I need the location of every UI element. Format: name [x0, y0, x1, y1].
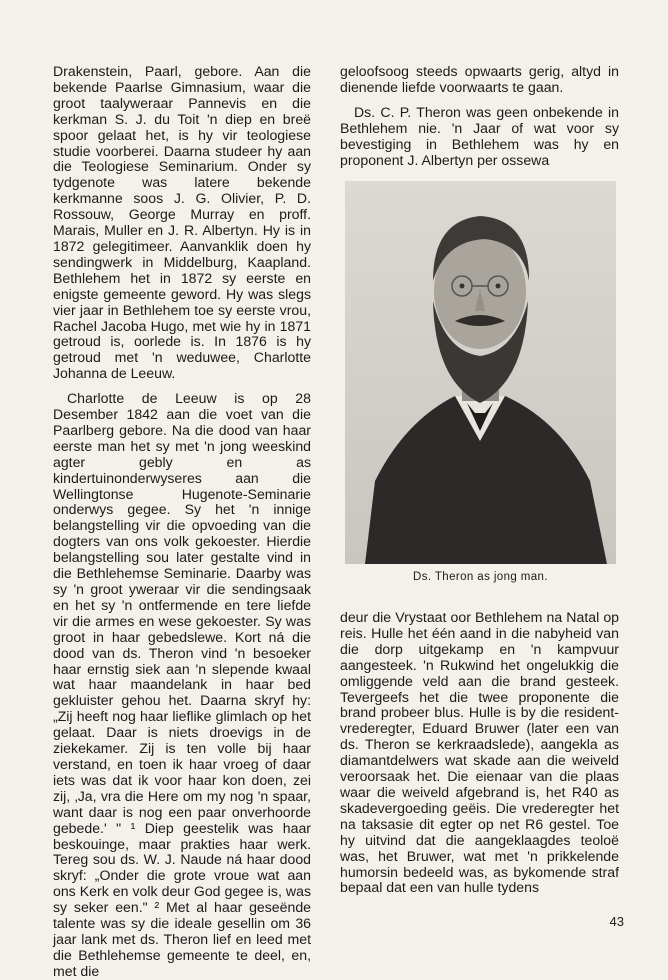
page-number: 43 — [609, 914, 624, 929]
portrait-image — [345, 181, 616, 564]
left-text-column — [53, 64, 311, 980]
paragraph: deur die Vrystaat oor Bethlehem na Natal op reis. Hulle het één aand in die nabyheid van die dorp uitgekamp en 'n kampvuur aangesteek. 'n Rukwind het ongelukkig die omliggende veld aan die brand gesteek. Tevergeefs het die twee proponente die brand probeer blus. Hulle is by die resident-vrederegter, Eduard Bruwer (later een van ds. Theron se kerkraadslede), aangekla as diamantdelwers wat skade aan die weiveld veroorsaak het. Die eienaar van die plaas waar die weiveld afgebrand is, het R40 as skadevergoeding geëis. Die vrederegter het na taksasie dit egter op net R6 gestel. Toe hy uitvind dat die aangeklaagdes teoloë was, het Bruwer, wat met 'n prikkelende humorsin bedeeld was, as bykomende straf bepaal dat een van hulle tydens — [340, 609, 619, 896]
paragraph: Ds. C. P. Theron was geen onbekende in Bethlehem nie. 'n Jaar of wat voor sy bevestiging in Bethlehem was hy en proponent J. Albertyn per ossewa — [340, 103, 619, 168]
paragraph: Drakenstein, Paarl, gebore. Aan die bekende Paarlse Gimnasium, waar die groot taalyweraar Pannevis en die kerkman S. J. du Toit 'n diep en breë spoor gelaat het, is hy vir teologiese studie voorberei. Daarna studeer hy aan die Teologiese Seminarium. Onder sy tydgenote was latere bekende kerkmanne soos J. G. Olivier, P. D. Rossouw, George Murray en proff. Marais, Muller en J. R. Albertyn. Hy is in 1872 gelegitimeer. Aanvanklik doen hy sendingwerk in Middelburg, Kaapland. Bethlehem het in 1872 sy eerste en enigste gemeente geword. Hy was slegs vier jaar in Bethlehem toe sy eerste vrou, Rachel Jacoba Hugo, met wie hy in 1871 getroud is, oorlede is. In 1876 is hy getroud met 'n weduwee, Charlotte Johanna de Leeuw. — [53, 63, 311, 382]
right-text-column-top — [340, 64, 619, 168]
photo-caption: Ds. Theron as jong man. — [413, 571, 548, 583]
right-text-column-bottom — [340, 610, 619, 896]
paragraph: Charlotte de Leeuw is op 28 Desember 1842 aan die voet van die Paarlberg gebore. Na die dood van haar eerste man het sy met 'n jong weeskind agter gebly en as kindertuinonderwyseres aan die Wellingtonse Hugenote-Seminarie onderwys gegee. Sy het 'n innige belangstelling vir die opvoeding van die dogters van ons volk gekoester. Hierdie belangstelling sou later gestalte vind in die Bethlehemse Seminarie. Daarby was sy 'n groot yweraar vir die sendingsaak en het sy 'n ontfermende en tere liefde vir die armes en wese gekoester. Sy was groot in haar gebedslewe. Kort ná die dood van ds. Theron vind 'n besoeker haar ernstig siek aan 'n slepende kwaal wat haar maandelank in haar bed gekluister gehou het. Daarna skryf hy: „Zij heeft nog haar lieflike glimlach op het gelaat. Daar is niets droevigs in de ziekekamer. Zij is ten volle bij haar verstand, en toen ik haar vroeg of daar iets was dat ik voor haar kon doen, zei zij, ‚Ja, vra die Here om my nog 'n spaar, want daar is nog een paar onverhoorde gebede.' " ¹ Diep geestelik was haar beskouinge, maar prakties haar werk. Tereg sou ds. W. J. Naude ná haar dood skryf: „Onder die grote vroue wat aan ons Kerk en volk deur God gegee is, was sy seker een." ² Met al haar geseënde talente was sy die ideale gesellin om 36 jaar lank met ds. Theron lief en leed met die Bethlehemse gemeente te deel, en, met die — [53, 390, 311, 979]
paragraph: geloofsoog steeds opwaarts gerig, altyd in dienende liefde voorwaarts te gaan. — [340, 63, 619, 95]
portrait-photo — [345, 181, 616, 564]
